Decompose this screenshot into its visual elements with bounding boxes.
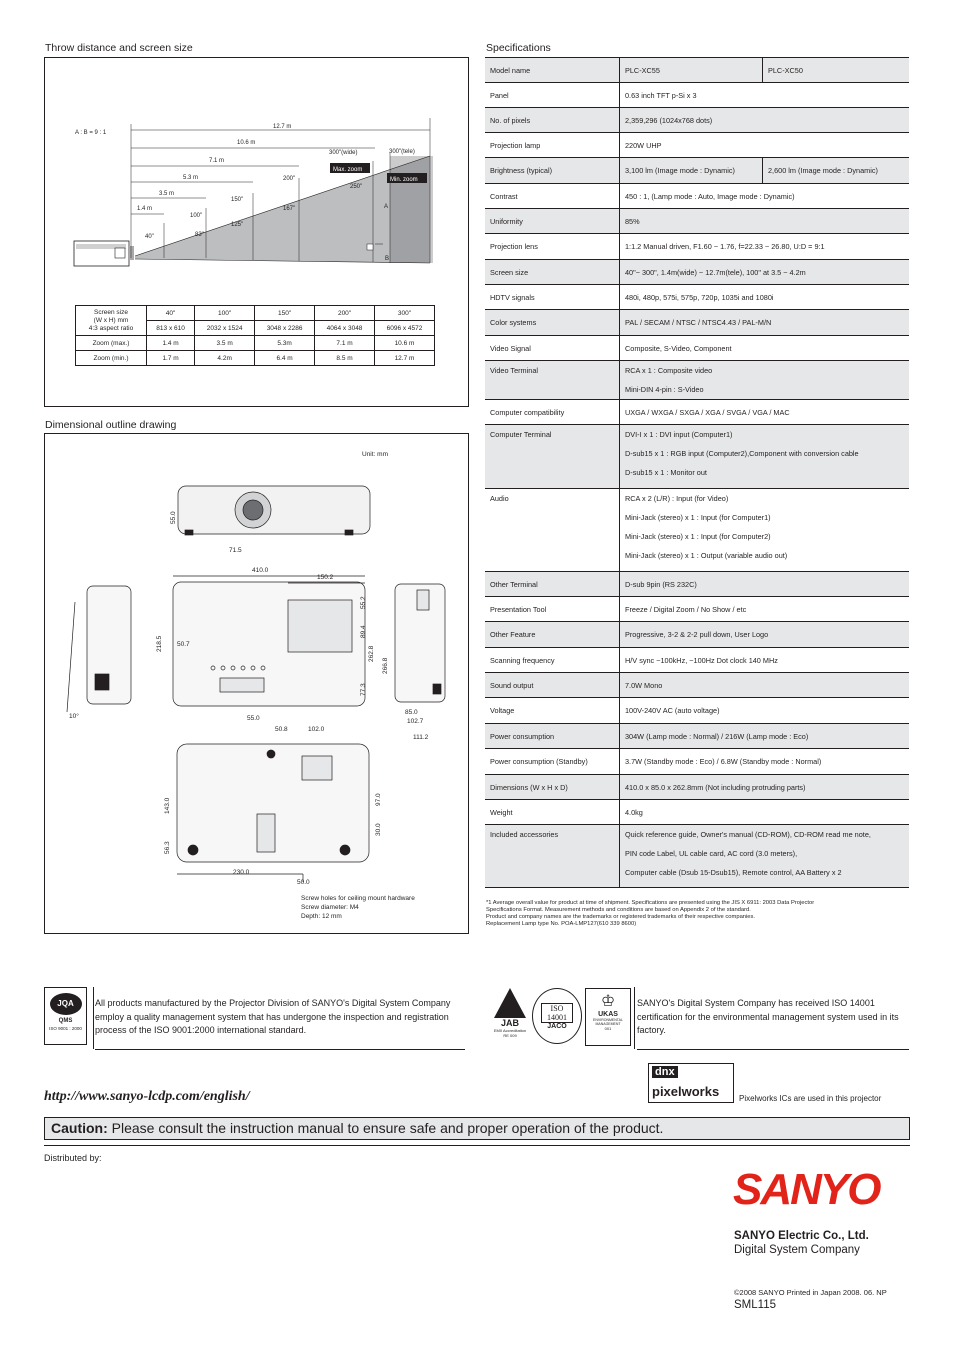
dim-102: 102.0 [308, 726, 325, 733]
size-label-250: 250" [350, 184, 363, 190]
dim-77-3: 77.3 [360, 683, 367, 696]
size-label-200: 200" [283, 176, 296, 182]
table-cell: Zoom (min.) [76, 351, 147, 366]
spec-label: HDTV signals [485, 285, 620, 310]
size-label-40: 40" [145, 234, 154, 240]
left-side-view [67, 586, 131, 712]
spec-value: 7.0W Mono [620, 673, 910, 698]
spec-value-line: Mini-Jack (stereo) x 1 : Output (variable audio out) [625, 551, 788, 560]
spec-value: 450 : 1, (Lamp mode : Auto, Image mode : Dynamic) [620, 184, 910, 209]
specs-section-title: Specifications [486, 42, 551, 54]
dim-55-top: 55.0 [247, 715, 260, 722]
table-row [485, 698, 909, 724]
table-cell: 4.2m [195, 351, 255, 366]
spec-value: Composite, S-Video, Component [620, 336, 910, 361]
note-line: *1 Average overall value for product at time of shipment. Specifications are presented using the JIS X 6911: 2003 Data Projector [486, 900, 815, 906]
table-row [485, 133, 909, 158]
jab-logo: JAB EM0 Accreditation RE 009 [492, 988, 528, 1046]
dim-97: 97.0 [375, 793, 382, 806]
table-row [485, 83, 909, 108]
table-cell: 150" [255, 306, 315, 321]
spec-value-line: Mini-Jack (stereo) x 1 : Input (for Computer2) [625, 532, 771, 541]
table-row [485, 800, 909, 825]
table-row [485, 572, 909, 597]
table-row [485, 260, 909, 285]
spec-value: 2,600 lm (Image mode : Dynamic) [763, 158, 910, 184]
table-row [485, 597, 909, 622]
ukas-logo: ♔ UKAS ENVIRONMENTAL MANAGEMENT 001 [585, 988, 631, 1046]
spec-label: Model name [485, 58, 620, 83]
spec-value-line: PIN code Label, UL cable card, AC cord (3.0 meters), [625, 849, 798, 858]
divider [95, 1049, 465, 1050]
max-zoom-label: Max. zoom [333, 167, 363, 173]
distance-label-6: 1.4 m [137, 206, 153, 212]
table-cell: 300" [375, 306, 435, 321]
dim-102-7: 102.7 [407, 718, 424, 725]
spec-label: Brightness (typical) [485, 158, 620, 184]
table-cell: 2032 x 1524 [195, 321, 255, 336]
table-cell: 8.5 m [315, 351, 375, 366]
spec-label: Included accessories [485, 825, 620, 888]
table-row [485, 622, 909, 648]
dim-50: 50.0 [297, 879, 310, 886]
pixelworks-note: Pixelworks ICs are used in this projector [739, 1094, 882, 1103]
specs-table [485, 57, 909, 888]
spec-label: Audio [485, 489, 620, 572]
spec-value: 3,100 lm (Image mode : Dynamic) [620, 158, 763, 184]
size-label-100: 100" [190, 213, 203, 219]
spec-value: 410.0 x 85.0 x 262.8mm (Not including protruding parts) [620, 775, 910, 800]
label-a: A [384, 204, 389, 210]
spec-value [620, 489, 910, 572]
table-row [485, 108, 909, 133]
pixelworks-logo: dnx pixelworks [648, 1063, 734, 1103]
spec-label: Scanning frequency [485, 648, 620, 673]
spec-value-line: D-sub15 x 1 : Monitor out [625, 468, 707, 477]
table-row [485, 425, 909, 489]
min-zoom-label: Min. zoom [390, 177, 418, 183]
table-cell: 6.4 m [255, 351, 315, 366]
spec-value: 2,359,296 (1024x768 dots) [620, 108, 910, 133]
spec-value-line: DVI-I x 1 : DVI input (Computer1) [625, 430, 733, 439]
sanyo-logo: SANYO [733, 1165, 880, 1214]
front-view [178, 486, 370, 535]
label-b: B [385, 256, 390, 262]
table-row [485, 310, 909, 336]
spec-label: Voltage [485, 698, 620, 724]
divider [634, 987, 635, 1049]
note-line: Specifications Format. Measurement methods and conditions are based on Appendix 2 of the standard. [486, 907, 751, 913]
jqa-logo: JQA QMS ISO 9001 : 2000 [44, 987, 87, 1045]
projector-side-icon [74, 241, 134, 266]
crown-icon: ♔ [600, 993, 616, 1010]
table-cell: 7.1 m [315, 336, 375, 351]
website-url[interactable]: http://www.sanyo-lcdp.com/english/ [44, 1089, 250, 1104]
spec-value: 480i, 480p, 575i, 575p, 720p, 1035i and 1080i [620, 285, 910, 310]
ratio-label: A : B = 9 : 1 [75, 130, 107, 136]
table-cell: 3.5 m [195, 336, 255, 351]
table-row [485, 825, 909, 888]
spec-value-line: Mini-DIN 4-pin : S-Video [625, 385, 704, 394]
spec-value: PLC-XC55 [620, 58, 763, 83]
spec-value [620, 361, 910, 400]
spec-value: 40"~ 300", 1.4m(wide) ~ 12.7m(tele), 100" at 3.5 ~ 4.2m [620, 260, 910, 285]
spec-value: PAL / SECAM / NTSC / NTSC4.43 / PAL-M/N [620, 310, 910, 336]
size-label-125: 125" [231, 222, 244, 228]
jqa-text: All products manufactured by the Projector Division of SANYO's Digital System Company employ a quality management system that has undergone the inspection and registration process of the ISO 9001:2000 international standard. [95, 998, 451, 1035]
screen-area [390, 156, 433, 263]
spec-label: Computer Terminal [485, 425, 620, 489]
table-row [485, 285, 909, 310]
dim-218-5: 218.5 [156, 635, 163, 652]
spec-value: PLC-XC50 [763, 58, 910, 83]
spec-value-line: Computer cable (Dsub 15-Dsub15), Remote control, AA Battery x 2 [625, 868, 842, 877]
table-row [485, 489, 909, 572]
distance-label-4: 5.3 m [183, 175, 199, 181]
spec-value-line: RCA x 2 (L/R) : Input (for Video) [625, 494, 729, 503]
table-cell: 813 x 610 [147, 321, 195, 336]
bottom-view [177, 744, 369, 882]
table-row [485, 673, 909, 698]
outline-drawing [45, 434, 468, 933]
table-row [485, 400, 909, 425]
dim-30: 30.0 [375, 823, 382, 836]
spec-label: Uniformity [485, 209, 620, 234]
dim-262-8: 262.8 [368, 645, 375, 662]
company-name: SANYO Electric Co., Ltd. [734, 1230, 869, 1242]
spec-label: Video Signal [485, 336, 620, 361]
table-cell: 10.6 m [375, 336, 435, 351]
division-name: Digital System Company [734, 1244, 860, 1256]
spec-label: Video Terminal [485, 361, 620, 400]
spec-label: Projection lamp [485, 133, 620, 158]
distributed-by: Distributed by: [44, 1153, 102, 1163]
throw-size-table [75, 305, 435, 366]
table-row [485, 775, 909, 800]
copyright: ©2008 SANYO Printed in Japan 2008. 06. NP [734, 1288, 887, 1297]
spec-value: 220W UHP [620, 133, 910, 158]
table-cell: 6096 x 4572 [375, 321, 435, 336]
screen-size-header: Screen size (W x H) mm 4:3 aspect ratio [76, 306, 147, 336]
throw-section-title: Throw distance and screen size [45, 42, 193, 54]
dim-111-2: 111.2 [413, 734, 429, 741]
table-row [76, 306, 435, 321]
size-label-300-tele: 300"(tele) [389, 149, 415, 155]
dim-266-8: 266.8 [382, 657, 389, 674]
note-line: Replacement Lamp type No. POA-LMP127(610 339 8600) [486, 921, 637, 927]
spec-value: 4.0kg [620, 800, 910, 825]
spec-label: Sound output [485, 673, 620, 698]
unit-label: Unit: mm [362, 451, 388, 458]
table-cell: 1.7 m [147, 351, 195, 366]
spec-label: Projection lens [485, 234, 620, 260]
dim-150-2: 150.2 [317, 574, 334, 581]
table-row [485, 158, 909, 184]
distance-label-1: 12.7 m [273, 124, 292, 130]
dim-55-2: 55.2 [360, 596, 367, 609]
table-row [485, 336, 909, 361]
caution-text: Please consult the instruction manual to ensure safe and proper operation of the product. [107, 1120, 664, 1136]
table-cell: 40" [147, 306, 195, 321]
spec-value-line: Quick reference guide, Owner's manual (CD-ROM), CD-ROM read me note, [625, 830, 871, 839]
spec-value: 304W (Lamp mode : Normal) / 216W (Lamp mode : Eco) [620, 724, 910, 749]
table-cell: 1.4 m [147, 336, 195, 351]
table-row [485, 749, 909, 775]
spec-value [620, 425, 910, 489]
spec-label: Panel [485, 83, 620, 108]
screw-note-1: Screw holes for ceiling mount hardware [301, 895, 415, 902]
divider [637, 1049, 909, 1050]
spec-label: Contrast [485, 184, 620, 209]
distance-label-3: 7.1 m [209, 158, 225, 164]
note-line: Product and company names are the trademarks or registered trademarks of their respective companies. [486, 914, 756, 920]
spec-label: No. of pixels [485, 108, 620, 133]
dim-230: 230.0 [233, 869, 250, 876]
divider [44, 1145, 910, 1146]
table-row [485, 724, 909, 749]
spec-label: Presentation Tool [485, 597, 620, 622]
table-row [485, 58, 909, 83]
spec-label: Computer compatibility [485, 400, 620, 425]
screw-note-2: Screw diameter: M4 [301, 904, 359, 911]
caution-banner [44, 1117, 910, 1140]
size-label-300-wide: 300"(wide) [329, 150, 358, 156]
dim-10-deg: 10° [69, 713, 79, 720]
dim-143: 143.0 [164, 797, 171, 814]
distance-label-2: 10.6 m [237, 140, 256, 146]
spec-value: 1:1.2 Manual driven, F1.60 ~ 1.76, f=22.33 ~ 26.80, U:D = 9:1 [620, 234, 910, 260]
spec-value-line: RCA x 1 : Composite video [625, 366, 713, 375]
dim-85: 85.0 [405, 709, 418, 716]
iso14001-text: SANYO's Digital System Company has received ISO 14001 certification for the environmental management system used in its factory. [637, 998, 899, 1035]
iso14001-jaco-logo: ISO 14001 JACO [532, 988, 582, 1044]
size-label-150: 150" [231, 197, 244, 203]
throw-diagram-frame [44, 57, 469, 407]
table-row [76, 351, 435, 366]
table-cell: 3048 x 2286 [255, 321, 315, 336]
table-cell: 12.7 m [375, 351, 435, 366]
spec-value: 100V-240V AC (auto voltage) [620, 698, 910, 724]
dim-71-5: 71.5 [229, 547, 242, 554]
dim-50-8: 50.8 [275, 726, 288, 733]
screw-note-3: Depth: 12 mm [301, 913, 342, 920]
dim-55-front: 55.0 [170, 511, 177, 524]
spec-label: Color systems [485, 310, 620, 336]
dim-89-4: 89.4 [360, 625, 367, 638]
table-row [485, 209, 909, 234]
table-row [485, 184, 909, 209]
specs-notes [486, 900, 916, 928]
spec-label: Power consumption [485, 724, 620, 749]
spec-label: Power consumption (Standby) [485, 749, 620, 775]
table-cell: 5.3m [255, 336, 315, 351]
table-row [485, 648, 909, 673]
table-cell: Zoom (max.) [76, 336, 147, 351]
dim-50-7: 50.7 [177, 641, 190, 648]
table-row [76, 336, 435, 351]
table-row [485, 234, 909, 260]
distance-label-5: 3.5 m [159, 191, 175, 197]
size-label-83: 83" [195, 232, 204, 238]
spec-value: D-sub 9pin (RS 232C) [620, 572, 910, 597]
size-label-167: 167" [283, 206, 296, 212]
top-view [173, 576, 365, 706]
drawing-frame [44, 433, 469, 934]
spec-value: 0.63 inch TFT p-Si x 3 [620, 83, 910, 108]
doc-code: SML115 [734, 1299, 776, 1311]
spec-label: Screen size [485, 260, 620, 285]
divider [93, 987, 94, 1049]
spec-value-line: D-sub15 x 1 : RGB input (Computer2),Component with conversion cable [625, 449, 859, 458]
spec-label: Other Terminal [485, 572, 620, 597]
right-side-view [395, 584, 445, 702]
spec-label: Dimensions (W x H x D) [485, 775, 620, 800]
dim-410: 410.0 [252, 567, 269, 574]
caution-label: Caution: [51, 1120, 108, 1136]
spec-value-line: Mini-Jack (stereo) x 1 : Input (for Computer1) [625, 513, 771, 522]
drawing-section-title: Dimensional outline drawing [45, 419, 177, 431]
spec-value: Freeze / Digital Zoom / No Show / etc [620, 597, 910, 622]
table-row [485, 361, 909, 400]
spec-value [620, 825, 910, 888]
spec-label: Other Feature [485, 622, 620, 648]
spec-label: Weight [485, 800, 620, 825]
table-cell: 100" [195, 306, 255, 321]
spec-value: H/V sync ~100kHz, ~100Hz Dot clock 140 MHz [620, 648, 910, 673]
spec-value: UXGA / WXGA / SXGA / XGA / SVGA / VGA / MAC [620, 400, 910, 425]
table-cell: 4064 x 3048 [315, 321, 375, 336]
spec-value: Progressive, 3-2 & 2-2 pull down, User Logo [620, 622, 910, 648]
spec-value: 85% [620, 209, 910, 234]
table-cell: 200" [315, 306, 375, 321]
dim-56-3: 56.3 [164, 841, 171, 854]
spec-value: 3.7W (Standby mode : Eco) / 6.8W (Standby mode : Normal) [620, 749, 910, 775]
